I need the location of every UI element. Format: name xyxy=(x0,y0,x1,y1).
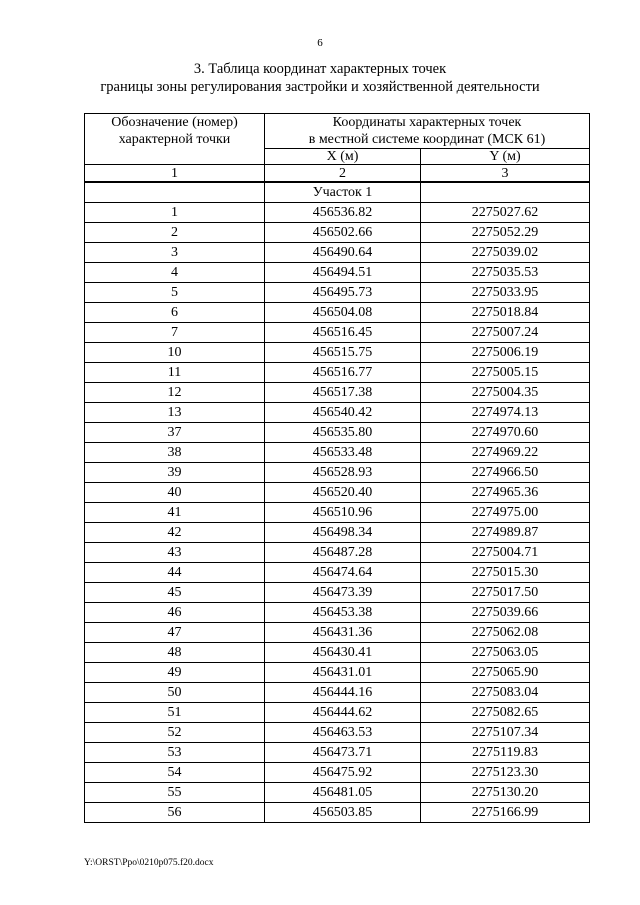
x-coordinate-cell: 456510.96 xyxy=(265,503,421,523)
point-number-cell: 43 xyxy=(85,543,265,563)
table-row xyxy=(85,423,590,443)
table-row xyxy=(85,303,590,323)
y-coordinate-cell: 2274970.60 xyxy=(421,423,590,443)
x-coordinate-cell: 456502.66 xyxy=(265,223,421,243)
x-coordinate-cell: 456516.77 xyxy=(265,363,421,383)
y-coordinate-cell: 2275039.66 xyxy=(421,603,590,623)
table-row xyxy=(85,323,590,343)
x-coordinate-cell: 456474.64 xyxy=(265,563,421,583)
point-number-cell: 1 xyxy=(85,203,265,223)
table-row xyxy=(85,643,590,663)
table-row xyxy=(85,683,590,703)
table-row xyxy=(85,783,590,803)
y-coordinate-cell: 2275052.29 xyxy=(421,223,590,243)
x-coordinate-cell: 456473.39 xyxy=(265,583,421,603)
header-coords-line-2: в местной системе координат (МСК 61) xyxy=(308,132,546,147)
y-coordinate-cell: 2274965.36 xyxy=(421,483,590,503)
coordinates-table xyxy=(84,113,590,823)
x-coordinate-cell: 456481.05 xyxy=(265,783,421,803)
point-number-cell: 5 xyxy=(85,283,265,303)
parcel-label: Участок 1 xyxy=(265,182,421,203)
table-row xyxy=(85,443,590,463)
point-number-cell: 52 xyxy=(85,723,265,743)
table-body xyxy=(85,182,590,823)
table-row xyxy=(85,343,590,363)
table-row xyxy=(85,523,590,543)
point-number-cell: 6 xyxy=(85,303,265,323)
table-row xyxy=(85,603,590,623)
x-coordinate-cell: 456504.08 xyxy=(265,303,421,323)
y-coordinate-cell: 2274969.22 xyxy=(421,443,590,463)
x-coordinate-cell: 456431.01 xyxy=(265,663,421,683)
point-number-cell: 55 xyxy=(85,783,265,803)
x-coordinate-cell: 456535.80 xyxy=(265,423,421,443)
y-coordinate-cell: 2275166.99 xyxy=(421,803,590,823)
point-number-cell: 51 xyxy=(85,703,265,723)
title-line-2: границы зоны регулирования застройки и хозяйственной деятельности xyxy=(100,79,540,95)
header-coordinates xyxy=(265,114,590,149)
x-coordinate-cell: 456517.38 xyxy=(265,383,421,403)
y-coordinate-cell: 2275065.90 xyxy=(421,663,590,683)
point-number-cell: 2 xyxy=(85,223,265,243)
y-coordinate-cell: 2275035.53 xyxy=(421,263,590,283)
point-number-cell: 13 xyxy=(85,403,265,423)
point-number-cell: 49 xyxy=(85,663,265,683)
x-coordinate-cell: 456536.82 xyxy=(265,203,421,223)
point-number-cell: 42 xyxy=(85,523,265,543)
header-point-designation xyxy=(85,114,265,165)
point-number-cell: 41 xyxy=(85,503,265,523)
point-number-cell: 3 xyxy=(85,243,265,263)
y-coordinate-cell: 2275017.50 xyxy=(421,583,590,603)
table-row xyxy=(85,483,590,503)
table-row xyxy=(85,403,590,423)
table-row xyxy=(85,803,590,823)
x-coordinate-cell: 456473.71 xyxy=(265,743,421,763)
y-coordinate-cell: 2275039.02 xyxy=(421,243,590,263)
point-number-cell: 12 xyxy=(85,383,265,403)
point-number-cell: 47 xyxy=(85,623,265,643)
table-row xyxy=(85,283,590,303)
column-number-1: 1 xyxy=(85,165,265,183)
point-number-cell: 44 xyxy=(85,563,265,583)
y-coordinate-cell: 2275130.20 xyxy=(421,783,590,803)
header-x: X (м) xyxy=(265,149,421,165)
table-row xyxy=(85,263,590,283)
header-point-line-1: Обозначение (номер) xyxy=(111,115,238,130)
table-row xyxy=(85,243,590,263)
point-number-cell: 39 xyxy=(85,463,265,483)
table-row xyxy=(85,203,590,223)
header-y: Y (м) xyxy=(421,149,590,165)
y-coordinate-cell: 2275083.04 xyxy=(421,683,590,703)
table-row xyxy=(85,663,590,683)
table-row xyxy=(85,703,590,723)
header-point-line-2: характерной точки xyxy=(118,132,231,147)
parcel-row xyxy=(85,182,590,203)
page-number: 6 xyxy=(317,37,323,49)
x-coordinate-cell: 456444.62 xyxy=(265,703,421,723)
x-coordinate-cell: 456516.45 xyxy=(265,323,421,343)
point-number-cell: 45 xyxy=(85,583,265,603)
x-coordinate-cell: 456453.38 xyxy=(265,603,421,623)
x-coordinate-cell: 456431.36 xyxy=(265,623,421,643)
table-row xyxy=(85,563,590,583)
y-coordinate-cell: 2275119.83 xyxy=(421,743,590,763)
x-coordinate-cell: 456520.40 xyxy=(265,483,421,503)
y-coordinate-cell: 2274989.87 xyxy=(421,523,590,543)
x-coordinate-cell: 456495.73 xyxy=(265,283,421,303)
point-number-cell: 10 xyxy=(85,343,265,363)
point-number-cell: 50 xyxy=(85,683,265,703)
y-coordinate-cell: 2275004.71 xyxy=(421,543,590,563)
point-number-cell: 4 xyxy=(85,263,265,283)
point-number-cell: 7 xyxy=(85,323,265,343)
table-row xyxy=(85,583,590,603)
point-number-cell: 11 xyxy=(85,363,265,383)
y-coordinate-cell: 2275018.84 xyxy=(421,303,590,323)
point-number-cell: 56 xyxy=(85,803,265,823)
x-coordinate-cell: 456515.75 xyxy=(265,343,421,363)
y-coordinate-cell: 2275062.08 xyxy=(421,623,590,643)
y-coordinate-cell: 2275015.30 xyxy=(421,563,590,583)
y-coordinate-cell: 2275027.62 xyxy=(421,203,590,223)
parcel-empty-cell xyxy=(421,182,590,203)
x-coordinate-cell: 456503.85 xyxy=(265,803,421,823)
table-row xyxy=(85,723,590,743)
y-coordinate-cell: 2275033.95 xyxy=(421,283,590,303)
point-number-cell: 40 xyxy=(85,483,265,503)
file-path-footer: Y:\ORST\Ppo\0210p075.f20.docx xyxy=(84,858,214,868)
x-coordinate-cell: 456494.51 xyxy=(265,263,421,283)
y-coordinate-cell: 2275082.65 xyxy=(421,703,590,723)
x-coordinate-cell: 456430.41 xyxy=(265,643,421,663)
x-coordinate-cell: 456444.16 xyxy=(265,683,421,703)
x-coordinate-cell: 456498.34 xyxy=(265,523,421,543)
y-coordinate-cell: 2275006.19 xyxy=(421,343,590,363)
table-row xyxy=(85,383,590,403)
table-row xyxy=(85,743,590,763)
x-coordinate-cell: 456540.42 xyxy=(265,403,421,423)
point-number-cell: 37 xyxy=(85,423,265,443)
x-coordinate-cell: 456463.53 xyxy=(265,723,421,743)
y-coordinate-cell: 2275007.24 xyxy=(421,323,590,343)
table-row xyxy=(85,503,590,523)
x-coordinate-cell: 456487.28 xyxy=(265,543,421,563)
parcel-empty-cell xyxy=(85,182,265,203)
x-coordinate-cell: 456490.64 xyxy=(265,243,421,263)
y-coordinate-cell: 2275063.05 xyxy=(421,643,590,663)
y-coordinate-cell: 2275004.35 xyxy=(421,383,590,403)
title-line-1: 3. Таблица координат характерных точек xyxy=(193,61,447,77)
point-number-cell: 48 xyxy=(85,643,265,663)
table-row xyxy=(85,763,590,783)
point-number-cell: 46 xyxy=(85,603,265,623)
table-title xyxy=(0,60,640,96)
table-row xyxy=(85,363,590,383)
x-coordinate-cell: 456528.93 xyxy=(265,463,421,483)
point-number-cell: 53 xyxy=(85,743,265,763)
y-coordinate-cell: 2274975.00 xyxy=(421,503,590,523)
table-row xyxy=(85,463,590,483)
table-row xyxy=(85,223,590,243)
y-coordinate-cell: 2274966.50 xyxy=(421,463,590,483)
header-coords-line-1: Координаты характерных точек xyxy=(332,115,522,130)
y-coordinate-cell: 2274974.13 xyxy=(421,403,590,423)
point-number-cell: 38 xyxy=(85,443,265,463)
point-number-cell: 54 xyxy=(85,763,265,783)
table-row xyxy=(85,623,590,643)
x-coordinate-cell: 456475.92 xyxy=(265,763,421,783)
table-row xyxy=(85,543,590,563)
column-number-2: 2 xyxy=(265,165,421,183)
y-coordinate-cell: 2275107.34 xyxy=(421,723,590,743)
x-coordinate-cell: 456533.48 xyxy=(265,443,421,463)
y-coordinate-cell: 2275123.30 xyxy=(421,763,590,783)
column-number-3: 3 xyxy=(421,165,590,183)
y-coordinate-cell: 2275005.15 xyxy=(421,363,590,383)
